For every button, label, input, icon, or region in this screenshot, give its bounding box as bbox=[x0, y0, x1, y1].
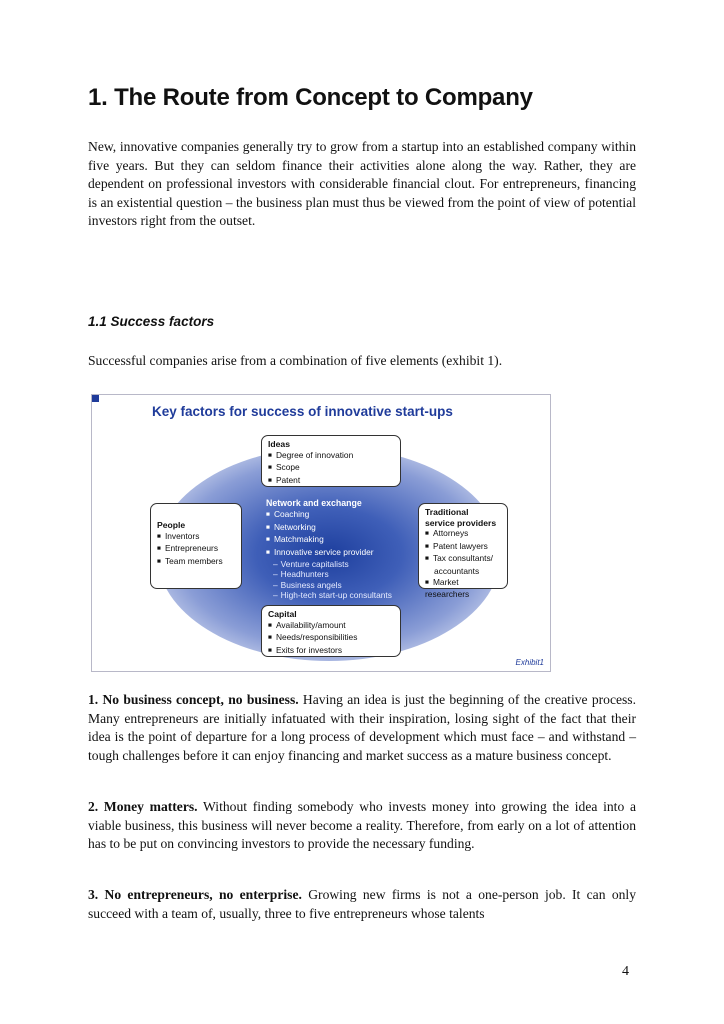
page-number: 4 bbox=[622, 964, 629, 979]
network-exchange-block bbox=[266, 498, 426, 601]
ideas-item: ■ Degree of innovation bbox=[268, 450, 394, 463]
capital-item: ■ Exits for investors bbox=[268, 645, 394, 658]
network-subitem: – Business angels bbox=[266, 580, 426, 590]
network-item: ■ Coaching bbox=[266, 509, 426, 521]
exhibit-figure bbox=[91, 394, 551, 672]
traditional-item-continued: accountants bbox=[434, 565, 480, 576]
people-item: ■ Inventors bbox=[157, 531, 235, 544]
section-lead-paragraph: Successful companies arise from a combination of five elements (exhibit 1). bbox=[88, 353, 503, 368]
intro-paragraph: New, innovative companies generally try to grow from a startup into an established company within five years. But they can seldom finance their activities alone along the way. Rather, they are dependent on professional investors with considerable financial clout. For entrepreneurs, financing is an existential question – the business plan must thus be viewed from the point of view of potential investors right from the outset. bbox=[88, 139, 636, 229]
ideas-heading: Ideas bbox=[268, 439, 290, 449]
exhibit-corner-marker bbox=[92, 395, 99, 402]
point-paragraph bbox=[88, 886, 636, 923]
ideas-item: ■ Patent bbox=[268, 475, 394, 488]
traditional-item: ■ Tax consultants/ bbox=[425, 553, 501, 566]
traditional-item: ■ Market researchers bbox=[425, 577, 501, 600]
capital-box bbox=[261, 605, 401, 657]
capital-item: ■ Needs/responsibilities bbox=[268, 632, 394, 645]
exhibit-label: Exhibit1 bbox=[515, 658, 544, 667]
traditional-providers-box bbox=[418, 503, 508, 600]
traditional-item: ■ Attorneys bbox=[425, 528, 501, 541]
capital-item: ■ Availability/amount bbox=[268, 620, 394, 633]
traditional-item: ■ Patent lawyers bbox=[425, 541, 501, 554]
people-item: ■ Entrepreneurs bbox=[157, 543, 235, 556]
ideas-item: ■ Scope bbox=[268, 462, 394, 475]
point-paragraph bbox=[88, 798, 636, 854]
point-text: Without finding somebody who invests money into growing the idea into a viable business, this business will never become a reality. Therefore, from early on a lot of attention has to be put on convincing investors to provide the necessary funding. bbox=[88, 799, 636, 852]
section-heading: 1.1 Success factors bbox=[88, 314, 215, 329]
network-heading: Network and exchange bbox=[266, 498, 362, 508]
network-item: ■ Innovative service provider bbox=[266, 547, 426, 559]
traditional-heading-line2: service providers bbox=[425, 517, 497, 528]
traditional-heading-line1: Traditional bbox=[425, 507, 469, 517]
point-paragraph bbox=[88, 691, 636, 765]
network-item: ■ Matchmaking bbox=[266, 534, 426, 546]
point-lead: 3. No entrepreneurs, no enterprise. bbox=[88, 887, 302, 902]
people-item: ■ Team members bbox=[157, 556, 235, 569]
ideas-box bbox=[261, 435, 401, 487]
point-lead: 1. No business concept, no business. bbox=[88, 692, 299, 707]
network-subitem: – Headhunters bbox=[266, 569, 426, 579]
people-heading: People bbox=[157, 520, 186, 530]
network-item: ■ Networking bbox=[266, 522, 426, 534]
people-box bbox=[150, 503, 242, 589]
point-text: Having an idea is just the beginning of the creative process. Many entrepreneurs are initially infatuated with their inspiration, losing sight of the fact that their idea is the point of departure for a long process of development which must face – and withstand – tough challenges before it can enjoy financing and market success as a mature business concept. bbox=[88, 692, 636, 763]
network-subitem: – Venture capitalists bbox=[266, 559, 426, 569]
page-title: 1. The Route from Concept to Company bbox=[88, 84, 533, 111]
capital-heading: Capital bbox=[268, 609, 297, 619]
network-subitem: – High-tech start-up consultants bbox=[266, 590, 426, 600]
exhibit-title: Key factors for success of innovative start-ups bbox=[152, 404, 453, 419]
point-text: Growing new firms is not a one-person job. It can only succeed with a team of, usually, three to five entrepreneurs whose talents bbox=[88, 887, 636, 921]
point-lead: 2. Money matters. bbox=[88, 799, 198, 814]
